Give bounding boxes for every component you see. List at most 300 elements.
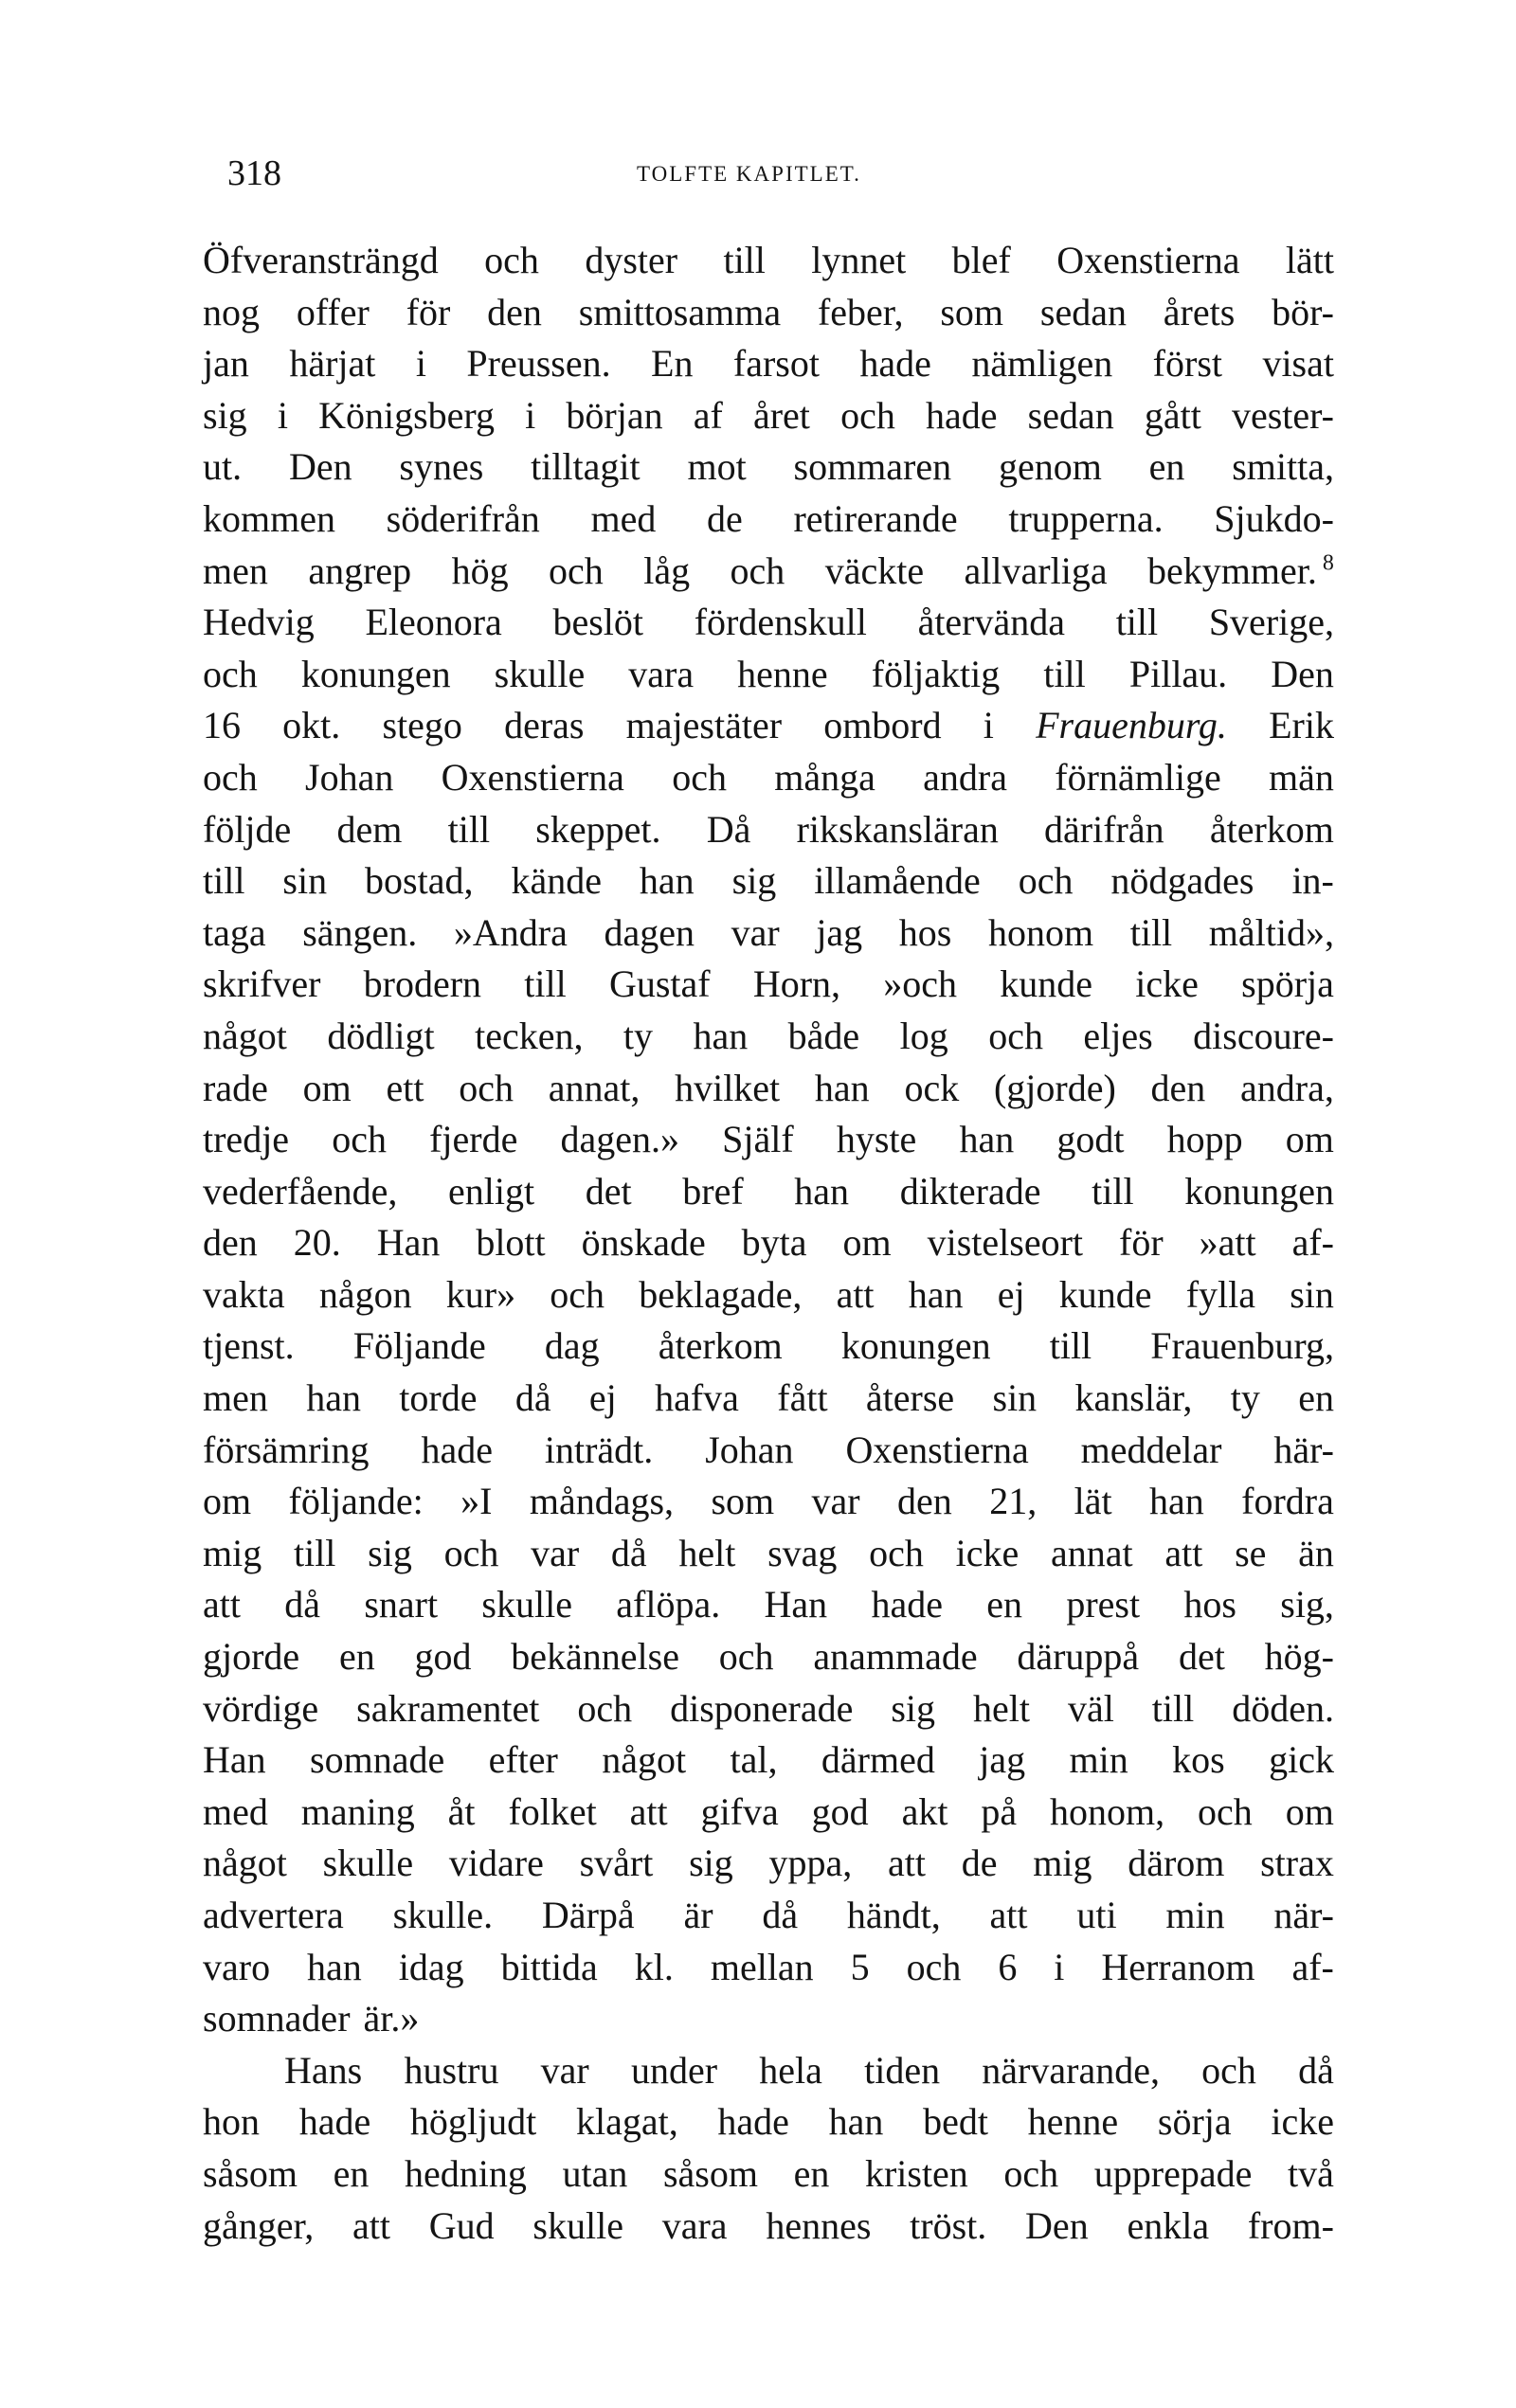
word: vester-	[1231, 393, 1334, 437]
word: skulle	[481, 1583, 572, 1626]
word: Gustaf	[608, 962, 711, 1006]
word: försämring	[203, 1428, 370, 1471]
text-line	[203, 1425, 1334, 1477]
word: återse	[865, 1376, 955, 1420]
word: 6	[998, 1945, 1018, 1988]
word: byta	[741, 1221, 807, 1265]
word: och	[718, 1635, 774, 1679]
word: disponerade	[670, 1686, 854, 1730]
word: till	[1092, 1169, 1134, 1213]
word: min	[1069, 1738, 1128, 1782]
word: blott	[476, 1221, 546, 1265]
word: kl.	[634, 1945, 674, 1988]
word: till	[1049, 1324, 1092, 1368]
word: de	[961, 1842, 998, 1885]
word: den	[897, 1480, 952, 1523]
word: Oxenstierna	[1056, 239, 1240, 281]
word: och	[672, 755, 727, 799]
word: därom	[1128, 1842, 1225, 1885]
word: fördenskull	[694, 601, 867, 644]
page-number: 318	[227, 153, 281, 193]
word: är.»	[363, 1997, 420, 2040]
running-head: TOLFTE KAPITLET.	[637, 162, 861, 186]
word: han	[306, 1376, 361, 1420]
word: angrep	[308, 548, 412, 592]
word: och	[1201, 2048, 1256, 2092]
word: Horn,	[752, 962, 841, 1006]
word: jag	[979, 1738, 1026, 1782]
word: Johan	[305, 755, 394, 799]
word: och	[203, 755, 258, 799]
word: följande:	[288, 1480, 424, 1523]
word: trupperna.	[1008, 496, 1164, 540]
word: skulle.	[392, 1894, 494, 1936]
word: härjat	[289, 342, 376, 386]
word: sedan	[1027, 393, 1114, 437]
word: sig	[689, 1842, 733, 1885]
word: sedan	[1039, 290, 1127, 333]
word: Hans	[284, 2048, 363, 2092]
word: utan	[562, 2151, 628, 2195]
word: och	[443, 1531, 499, 1574]
word: konungen	[300, 652, 451, 695]
word: dikterade	[899, 1169, 1041, 1213]
word: och	[1018, 859, 1074, 903]
word: var	[731, 910, 780, 954]
word: händt,	[846, 1894, 941, 1936]
word: han	[908, 1272, 964, 1316]
word: till	[524, 962, 567, 1006]
word: »och	[883, 962, 958, 1006]
word: in-	[1291, 859, 1334, 903]
word: god	[414, 1635, 472, 1679]
word: icke	[1135, 962, 1199, 1006]
word: vederfående,	[203, 1169, 398, 1213]
word: hade	[871, 1583, 943, 1626]
word: feber,	[817, 290, 904, 333]
word: ut.	[203, 445, 243, 489]
word: det	[585, 1169, 632, 1213]
word: en	[1148, 445, 1185, 489]
word: då	[1298, 2048, 1334, 2092]
word: han	[307, 1945, 362, 1988]
word: sin	[992, 1376, 1038, 1420]
word: hade	[925, 393, 998, 437]
word: lät	[1074, 1480, 1112, 1523]
word: här-	[1273, 1428, 1334, 1471]
word: kunde	[1000, 962, 1093, 1006]
word: i	[277, 393, 288, 437]
word: förnämlige	[1055, 755, 1221, 799]
word: log	[899, 1014, 948, 1057]
text-line	[203, 1838, 1334, 1890]
word: de	[707, 496, 743, 540]
word: hade	[298, 2100, 371, 2144]
word: med	[590, 496, 657, 540]
word: i	[415, 342, 426, 386]
word: hvilket	[675, 1066, 781, 1109]
word: hos	[1183, 1583, 1236, 1626]
word: och	[906, 1945, 962, 1988]
word: bör-	[1272, 290, 1334, 333]
word: på	[981, 1789, 1018, 1833]
word: »I	[460, 1480, 493, 1523]
word: sig,	[1280, 1583, 1334, 1626]
text-line	[203, 907, 1334, 960]
word: den	[487, 290, 542, 333]
word: Herranom	[1101, 1945, 1255, 1988]
word: Hedvig	[203, 601, 315, 644]
word: illamående	[814, 859, 981, 903]
word: nämligen	[971, 342, 1113, 386]
word: »Andra	[453, 910, 568, 954]
text-line	[203, 338, 1334, 390]
word: då	[610, 1531, 647, 1574]
text-line	[203, 235, 1334, 287]
word: återkom	[1209, 807, 1334, 851]
word: han	[639, 859, 695, 903]
word: henne	[737, 652, 828, 695]
word: kände	[511, 859, 602, 903]
word: Han	[203, 1738, 266, 1782]
text-line	[203, 1683, 1334, 1735]
word: ej	[588, 1376, 617, 1420]
word: då	[762, 1894, 799, 1936]
word: lätt	[1285, 239, 1334, 281]
word: helt	[973, 1686, 1030, 1730]
word: sakramentet	[356, 1686, 540, 1730]
text-line	[203, 287, 1334, 339]
word: Königsberg	[318, 393, 496, 437]
word: inträdt.	[544, 1428, 654, 1471]
word: sörja	[1157, 2100, 1232, 2144]
word: både	[787, 1014, 860, 1057]
text-line	[203, 649, 1334, 701]
word: Frauenburg,	[1150, 1324, 1334, 1368]
word: med	[203, 1789, 268, 1833]
word: upprepade	[1093, 2151, 1253, 2195]
word: till	[1129, 910, 1173, 954]
word: dag	[544, 1324, 600, 1368]
word: och	[484, 239, 539, 281]
word: hela	[759, 2048, 822, 2092]
word: Den	[1271, 652, 1334, 695]
page-header	[227, 150, 1326, 197]
text-line	[203, 959, 1334, 1011]
word: men	[203, 548, 268, 592]
word: är	[683, 1894, 713, 1936]
word: att	[352, 2203, 390, 2247]
text-line	[203, 390, 1334, 442]
word: Frauenburg.	[1036, 704, 1227, 747]
text-line	[203, 1011, 1334, 1063]
word: idag	[398, 1945, 464, 1988]
word: början	[566, 393, 663, 437]
word: till	[1115, 601, 1159, 644]
word: som	[940, 290, 1004, 333]
word: till	[293, 1531, 336, 1574]
word: honom	[987, 910, 1094, 954]
word: advertera	[203, 1894, 344, 1936]
word: till	[1151, 1686, 1195, 1730]
word: och	[840, 393, 895, 437]
word: stego	[382, 704, 462, 747]
word: däruppå	[1017, 1635, 1140, 1679]
word: tröst.	[910, 2203, 987, 2247]
word: synes	[399, 445, 484, 489]
word: gånger,	[203, 2203, 315, 2247]
word: Han	[764, 1583, 828, 1626]
word: aflöpa.	[616, 1583, 721, 1626]
word: godt	[1056, 1118, 1125, 1161]
word: året	[752, 393, 810, 437]
word: dödligt	[327, 1014, 435, 1057]
word: då	[514, 1376, 551, 1420]
word: och	[577, 1686, 633, 1730]
word: den	[1150, 1066, 1206, 1109]
word: vistelseort	[927, 1221, 1084, 1265]
word: att	[989, 1894, 1028, 1936]
word: farsot	[732, 342, 820, 386]
word: min	[1165, 1894, 1225, 1936]
word: torde	[399, 1376, 478, 1420]
word: återvända	[917, 601, 1066, 644]
word: för	[1119, 1221, 1164, 1265]
word: nog	[203, 290, 260, 333]
word: brodern	[363, 962, 482, 1006]
word: taga	[203, 910, 266, 954]
word: dagen.»	[560, 1118, 680, 1161]
word: först	[1152, 342, 1222, 386]
word: högljudt	[409, 2100, 537, 2144]
word: Erik	[1269, 704, 1334, 747]
word: smittosamma	[578, 290, 782, 333]
word: ej	[997, 1272, 1025, 1316]
word: mellan	[710, 1945, 814, 1988]
word: uti	[1076, 1894, 1117, 1936]
word: 20.	[293, 1221, 341, 1265]
word: jag	[816, 910, 863, 954]
text-line	[203, 752, 1334, 804]
text-line	[203, 2148, 1334, 2201]
word: hade	[717, 2100, 789, 2144]
word: bedt	[923, 2100, 988, 2144]
word: att	[629, 1789, 668, 1833]
word: annat	[1051, 1531, 1133, 1574]
word: eljes	[1083, 1014, 1153, 1057]
word: till	[203, 859, 245, 903]
word: enkla	[1127, 2203, 1210, 2247]
word: mig	[1033, 1842, 1092, 1885]
text-line	[203, 546, 1334, 598]
word: därmed	[821, 1738, 935, 1782]
word: kommen	[203, 496, 335, 540]
word: ett	[386, 1066, 424, 1109]
text-line	[203, 1631, 1334, 1683]
word: skeppet.	[535, 807, 661, 851]
word: smitta,	[1232, 445, 1334, 489]
word: och	[459, 1066, 514, 1109]
word: till	[447, 807, 491, 851]
word: skulle	[322, 1842, 414, 1885]
word: tal,	[730, 1738, 778, 1782]
word: han	[794, 1169, 850, 1213]
word: hyste	[836, 1118, 917, 1161]
word: kos	[1172, 1738, 1225, 1782]
word: än	[1298, 1531, 1334, 1574]
word: konungen	[840, 1324, 991, 1368]
word: en	[986, 1583, 1023, 1626]
word: måltid»,	[1208, 910, 1334, 954]
word: kunde	[1058, 1272, 1152, 1316]
word: Pillau.	[1128, 652, 1228, 695]
text-line	[203, 1321, 1334, 1373]
word: okt.	[282, 704, 341, 747]
word: hög	[451, 548, 509, 592]
text-line	[203, 2096, 1334, 2148]
word: Han	[376, 1221, 441, 1265]
word: skrifver	[203, 962, 321, 1006]
word: allvarliga	[964, 548, 1108, 592]
word: (gjorde)	[993, 1066, 1116, 1109]
word: beklagade,	[639, 1272, 803, 1316]
word: se	[1235, 1531, 1267, 1574]
word: och	[332, 1118, 387, 1161]
word: men	[203, 1376, 268, 1420]
word: gick	[1269, 1738, 1334, 1782]
word: beslöt	[552, 601, 644, 644]
word: folket	[508, 1789, 597, 1833]
word: sommaren	[793, 445, 952, 489]
word: under	[630, 2048, 718, 2092]
word: Oxenstierna	[845, 1428, 1029, 1471]
word: för	[406, 290, 451, 333]
text-line	[203, 597, 1334, 649]
word: något	[203, 1842, 287, 1885]
word: blef	[951, 239, 1011, 281]
word: fjerde	[429, 1118, 518, 1161]
word: och	[203, 652, 258, 695]
word: varo	[203, 1945, 271, 1988]
word: bostad,	[365, 859, 474, 903]
word: bekännelse	[511, 1635, 679, 1679]
word: han	[814, 1066, 870, 1109]
word: gifva	[700, 1789, 779, 1833]
word: skulle	[532, 2203, 623, 2247]
word: och	[730, 548, 785, 592]
word: sig	[891, 1686, 936, 1730]
word: att	[888, 1842, 926, 1885]
word: honom,	[1050, 1789, 1165, 1833]
word: den	[203, 1221, 258, 1265]
word: ty	[1230, 1376, 1260, 1420]
text-line	[203, 1269, 1334, 1321]
word: 5	[850, 1945, 870, 1988]
text-line	[203, 1528, 1334, 1580]
word: icke	[955, 1531, 1020, 1574]
word: »att	[1199, 1221, 1256, 1265]
word: gjorde	[203, 1635, 300, 1679]
word: någon	[318, 1272, 412, 1316]
word: svag	[767, 1531, 838, 1574]
word: årets	[1163, 290, 1236, 333]
word: en	[1298, 1376, 1334, 1420]
word: skulle	[494, 652, 586, 695]
text-line	[203, 1942, 1334, 1994]
word: retirerande	[793, 496, 958, 540]
word: var	[531, 1531, 580, 1574]
text-line	[203, 2045, 1334, 2097]
word: måndags,	[529, 1480, 675, 1523]
word: tecken,	[475, 1014, 584, 1057]
text-line	[203, 2201, 1334, 2253]
word: söderifrån	[386, 496, 540, 540]
footnote-marker: 8	[1316, 550, 1334, 576]
word: from-	[1247, 2203, 1334, 2247]
word: väl	[1067, 1686, 1114, 1730]
word: en	[333, 2151, 370, 2195]
word: anammade	[813, 1635, 978, 1679]
word: och	[549, 548, 604, 592]
word: nödgades	[1110, 859, 1254, 903]
word: följde	[203, 807, 292, 851]
word: Oxenstierna	[441, 755, 624, 799]
word: ombord	[823, 704, 942, 747]
word: följaktig	[871, 652, 1001, 695]
word: ty	[623, 1014, 654, 1057]
word: då	[284, 1583, 321, 1626]
word: sin	[1290, 1272, 1334, 1316]
word: deras	[504, 704, 585, 747]
word: hade	[421, 1428, 493, 1471]
word: lynnet	[811, 239, 907, 281]
word: vara	[628, 652, 695, 695]
word: kristen	[864, 2151, 968, 2195]
word: rade	[203, 1066, 268, 1109]
text-line	[203, 1787, 1334, 1839]
word: jan	[203, 342, 249, 386]
word: och	[988, 1014, 1043, 1057]
word: hedning	[404, 2151, 527, 2195]
word: han	[1148, 1480, 1204, 1523]
word: meddelar	[1080, 1428, 1222, 1471]
word: döden.	[1232, 1686, 1334, 1730]
word: 21,	[989, 1480, 1038, 1523]
word: En	[651, 342, 694, 386]
word: Sverige,	[1208, 601, 1334, 644]
word: hopp	[1166, 1118, 1243, 1161]
word: bref	[682, 1169, 744, 1213]
word: var	[540, 2048, 589, 2092]
word: Den	[288, 445, 352, 489]
word: i	[525, 393, 536, 437]
word: Den	[1025, 2203, 1089, 2247]
word: Då	[706, 807, 751, 851]
word: offer	[296, 290, 370, 333]
word: majestäter	[625, 704, 783, 747]
word: Preussen.	[466, 342, 611, 386]
word: prest	[1066, 1583, 1141, 1626]
word: strax	[1260, 1842, 1334, 1885]
word: spörja	[1241, 962, 1334, 1006]
word: mig	[203, 1531, 262, 1574]
word: han	[959, 1118, 1015, 1161]
word: vördige	[203, 1686, 319, 1730]
word: hennes	[766, 2203, 872, 2247]
word: bittida	[500, 1945, 598, 1988]
word: återkom	[658, 1324, 783, 1368]
word: andra,	[1240, 1066, 1334, 1109]
